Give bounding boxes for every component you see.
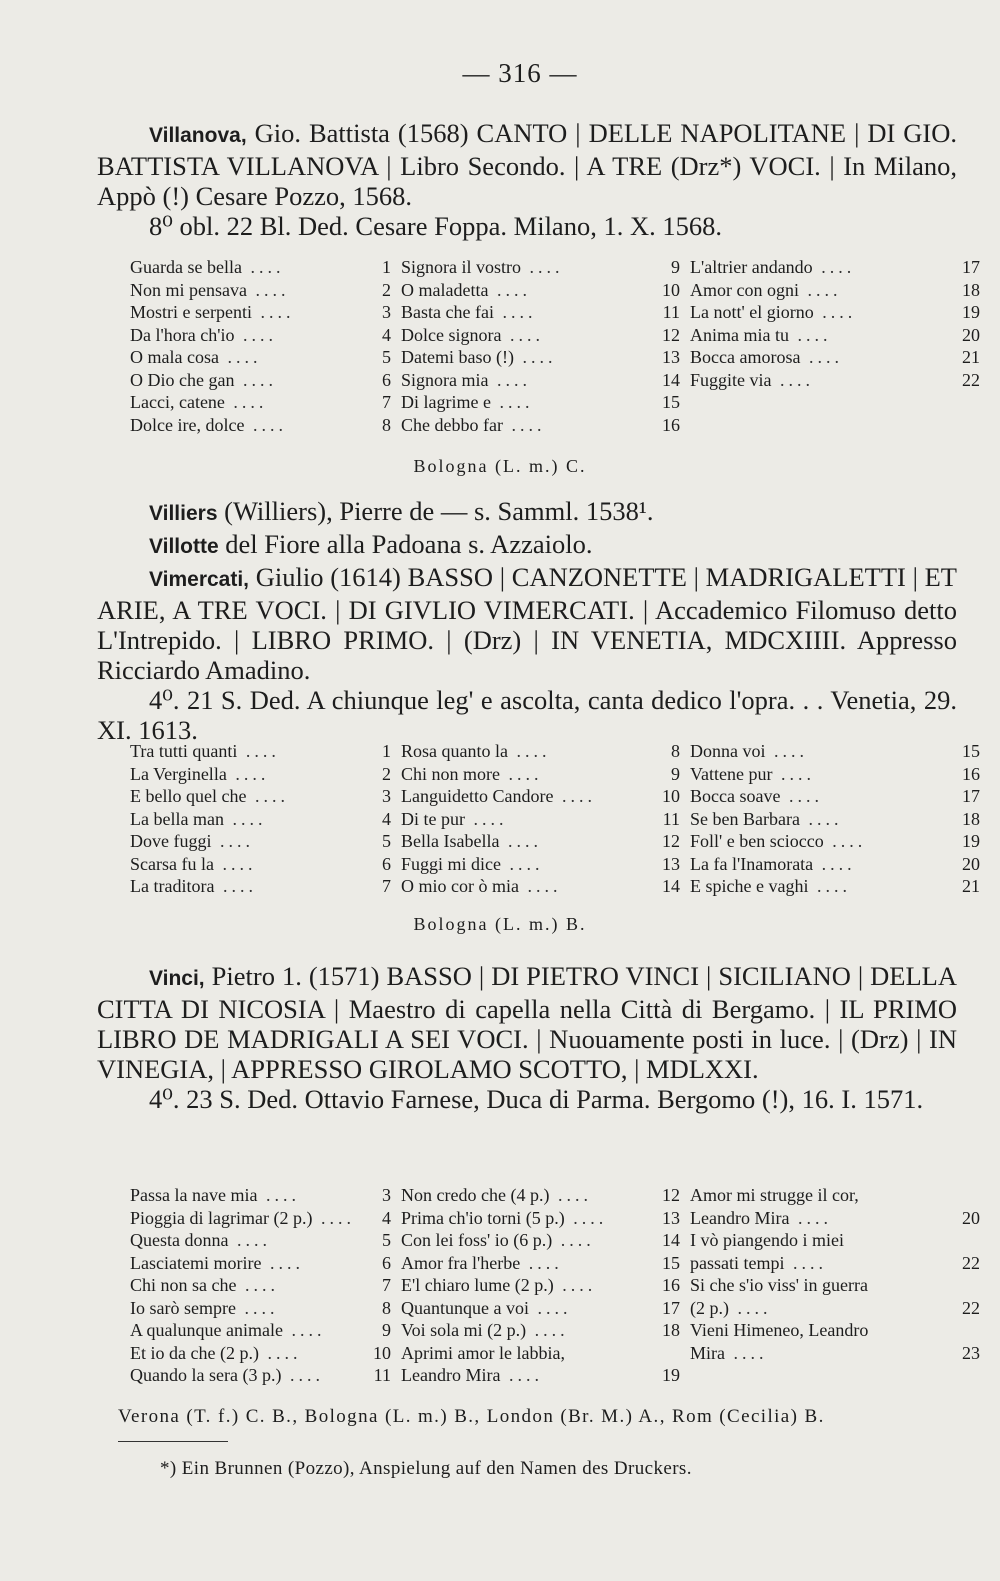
piece-number: 16 (662, 1275, 680, 1295)
piece-number: 12 (662, 831, 680, 851)
contents-row (130, 1229, 990, 1252)
piece-number: 10 (662, 786, 680, 806)
piece-number (950, 391, 990, 414)
entry-meta: 4⁰. 23 S. Ded. Ottavio Farnese, Duca di Parma. Bergomo (!), 16. I. 1571. (149, 1084, 924, 1114)
piece-title: Lacci, catene .... (130, 392, 268, 412)
piece-title: Dove fuggi .... (130, 831, 254, 851)
piece-title: Signora il vostro .... (401, 257, 564, 277)
piece-title: Da l'hora ch'io .... (130, 324, 277, 345)
piece-title: Fuggi mi dice .... (401, 853, 544, 874)
piece-number: 8 (382, 1297, 391, 1318)
piece-title: E'l chiaro lume (2 p.) .... (401, 1275, 597, 1295)
piece-number: 15 (662, 1252, 680, 1273)
piece-title: passati tempi .... (690, 1252, 827, 1273)
piece-title: Io sarò sempre .... (130, 1297, 279, 1318)
entry-text: del Fiore alla Padoana s. Azzaiolo. (218, 529, 593, 559)
piece-title: O maladetta .... (401, 279, 531, 300)
piece-title: Pioggia di lagrimar (2 p.) .... (130, 1207, 355, 1228)
contents-row (130, 1342, 990, 1365)
piece-number (930, 1274, 990, 1297)
piece-title: Anima mia tu .... (690, 324, 832, 345)
entry-vinci (97, 961, 957, 1114)
entry-meta: 4⁰. 21 S. Ded. A chiunque leg' e ascolta, canta dedico l'opra. . . Venetia, 29. XI. 1613. (97, 685, 957, 745)
entry-heading: Vinci, (149, 967, 205, 990)
piece-number: 4 (382, 1207, 391, 1228)
piece-title: Et io da che (2 p.) .... (130, 1342, 302, 1363)
contents-row (130, 1319, 990, 1342)
contents-row (130, 391, 990, 414)
contents-row (130, 740, 990, 763)
piece-title: Prima ch'io torni (5 p.) .... (401, 1207, 608, 1228)
entry-meta: 8⁰ obl. 22 Bl. Ded. Cesare Foppa. Milano, 1. X. 1568. (149, 211, 722, 241)
piece-title: Bella Isabella .... (401, 831, 542, 851)
contents-row (130, 853, 990, 876)
piece-number (950, 414, 990, 437)
piece-title: O mio cor ò mia .... (401, 876, 562, 896)
piece-title: Se ben Barbara .... (690, 808, 843, 829)
contents-row (130, 830, 990, 853)
piece-title: Con lei foss' io (6 p.) .... (401, 1230, 595, 1250)
piece-title: Mostri e serpenti .... (130, 302, 295, 322)
piece-title: O mala cosa .... (130, 347, 262, 367)
piece-title: Signora mia .... (401, 369, 531, 390)
piece-title (690, 391, 950, 414)
piece-title: Non credo che (4 p.) .... (401, 1185, 592, 1205)
piece-title: E spiche e vaghi .... (690, 876, 851, 896)
piece-number: 5 (382, 347, 391, 367)
piece-number: 6 (382, 853, 391, 874)
piece-number: 14 (662, 1230, 680, 1250)
piece-number: 20 (962, 1207, 980, 1228)
piece-title: Bocca amorosa .... (690, 347, 843, 367)
piece-number: 6 (382, 1252, 391, 1273)
piece-number: 5 (382, 1230, 391, 1250)
piece-number: 22 (962, 1297, 980, 1318)
piece-number: 13 (662, 1207, 680, 1228)
piece-number: 16 (962, 763, 980, 784)
piece-title: Scarsa fu la .... (130, 853, 257, 874)
piece-title: Vattene pur .... (690, 763, 815, 784)
piece-number: 17 (662, 1297, 680, 1318)
contents-row (130, 324, 990, 347)
piece-title: Chi non sa che .... (130, 1275, 279, 1295)
piece-number: 18 (962, 279, 980, 300)
piece-title: Basta che fai .... (401, 302, 537, 322)
entry-text: (Williers), Pierre de — s. Samml. 1538¹. (217, 496, 654, 526)
contents-row (130, 1184, 990, 1207)
piece-number: 11 (662, 302, 680, 322)
contents-row (130, 279, 990, 302)
piece-title: Passa la nave mia .... (130, 1185, 300, 1205)
piece-title: Vieni Himeneo, Leandro (690, 1320, 869, 1340)
piece-number: 4 (382, 808, 391, 829)
piece-number: 3 (382, 786, 391, 806)
piece-title (690, 1364, 930, 1387)
contents-row (130, 1274, 990, 1297)
piece-number (930, 1229, 990, 1252)
piece-number: 1 (382, 257, 391, 277)
piece-number (930, 1364, 990, 1387)
contents-table-villanova (130, 256, 990, 436)
piece-number: 14 (662, 876, 680, 896)
piece-number: 7 (382, 876, 391, 896)
library-location: Verona (T. f.) C. B., Bologna (L. m.) B., London (Br. M.) A., Rom (Cecilia) B. (118, 1406, 825, 1427)
piece-number: 8 (382, 414, 391, 435)
piece-number: 17 (962, 257, 980, 277)
piece-number: 18 (662, 1320, 680, 1340)
piece-title: Fuggite via .... (690, 369, 814, 390)
piece-title: La bella man .... (130, 808, 267, 829)
piece-title: La traditora .... (130, 876, 257, 896)
piece-number: 6 (382, 369, 391, 390)
contents-row (130, 346, 990, 369)
piece-title: Lasciatemi morire .... (130, 1252, 304, 1273)
entry-text: Pietro 1. (1571) BASSO | DI PIETRO VINCI | SICILIANO | DELLA CITTA DI NICOSIA | Maestro di capella nella Città di Bergamo. | IL PRIMO LIBRO DE MADRIGALI A SEI VOCI. | Nuouamente posti in luce. | (Drz) | IN VINEGIA, | APPRESSO GIROLAMO SCOTTO, | MDLXXI. (97, 961, 957, 1084)
piece-number: 3 (382, 1185, 391, 1205)
entry-villiers-villotte-vimercati (97, 496, 957, 745)
piece-number: 3 (382, 302, 391, 322)
piece-title (690, 414, 950, 437)
piece-number: 15 (962, 741, 980, 761)
piece-title: Donna voi .... (690, 741, 808, 761)
piece-title: L'altrier andando .... (690, 257, 856, 277)
contents-row (130, 414, 990, 437)
piece-title: Amor con ogni .... (690, 279, 842, 300)
piece-number: 22 (962, 369, 980, 390)
piece-number: 20 (962, 324, 980, 345)
footnote: *) Ein Brunnen (Pozzo), Anspielung auf den Namen des Druckers. (160, 1458, 692, 1479)
piece-number: 9 (671, 257, 680, 277)
piece-title: Leandro Mira .... (690, 1207, 832, 1228)
piece-title: Chi non more .... (401, 763, 543, 784)
piece-title: Amor mi strugge il cor, (690, 1185, 859, 1205)
piece-title: La Verginella .... (130, 763, 270, 784)
contents-row (130, 1297, 990, 1320)
piece-title: O Dio che gan .... (130, 369, 277, 390)
piece-number: 12 (662, 1185, 680, 1205)
piece-title: Di te pur .... (401, 808, 508, 829)
piece-title: I vò piangendo i miei (690, 1230, 844, 1250)
library-location: Bologna (L. m.) B. (413, 914, 587, 934)
piece-title: Che debbo far .... (401, 414, 546, 435)
contents-row (130, 301, 990, 324)
piece-number (645, 1342, 690, 1365)
piece-number: 4 (382, 324, 391, 345)
piece-number: 15 (662, 392, 680, 412)
piece-number: 10 (662, 279, 680, 300)
piece-number: 22 (962, 1252, 980, 1273)
contents-row (130, 369, 990, 392)
piece-title: Datemi baso (!) .... (401, 347, 557, 367)
piece-title: Dolce ire, dolce .... (130, 414, 287, 435)
piece-number: 17 (962, 786, 980, 806)
contents-row (130, 1364, 990, 1387)
page-number: — 316 — (462, 58, 578, 88)
piece-title: Quantunque a voi .... (401, 1297, 572, 1318)
piece-number: 10 (373, 1342, 391, 1363)
entry-text: Gio. Battista (1568) CANTO | DELLE NAPOLITANE | DI GIO. BATTISTA VILLANOVA | Libro Secondo. | A TRE (Drz*) VOCI. | In Milano, Appò (!) Cesare Pozzo, 1568. (97, 118, 957, 211)
piece-number: 12 (662, 324, 680, 345)
piece-title: Amor fra l'herbe .... (401, 1252, 563, 1273)
entry-heading: Villanova, (149, 124, 247, 147)
piece-number: 5 (382, 831, 391, 851)
piece-number: 23 (962, 1342, 980, 1363)
piece-title: La nott' el giorno .... (690, 302, 857, 322)
piece-number: 14 (662, 369, 680, 390)
contents-row (130, 256, 990, 279)
piece-number: 9 (671, 763, 680, 784)
piece-title: La fa l'Inamorata .... (690, 853, 856, 874)
contents-row (130, 1207, 990, 1230)
piece-number: 2 (382, 763, 391, 784)
piece-title: Guarda se bella .... (130, 257, 285, 277)
piece-number: 19 (662, 1365, 680, 1385)
piece-title: Foll' e ben sciocco .... (690, 831, 867, 851)
contents-row (130, 763, 990, 786)
piece-number: 13 (662, 347, 680, 367)
contents-row (130, 875, 990, 898)
entry-villanova (97, 118, 957, 241)
piece-title: (2 p.) .... (690, 1297, 772, 1318)
piece-title: Non mi pensava .... (130, 279, 290, 300)
piece-title: E bello quel che .... (130, 786, 289, 806)
piece-title: Voi sola mi (2 p.) .... (401, 1320, 569, 1340)
footnote-rule (118, 1441, 228, 1442)
entry-heading: Villiers (149, 502, 218, 525)
piece-number: 13 (662, 853, 680, 874)
entry-text: Giulio (1614) BASSO | CANZONETTE | MADRIGALETTI | ET ARIE, A TRE VOCI. | DI GIVLIO VIMERCATI. | Accademico Filomuso detto L'Intrepido. | LIBRO PRIMO. | (Drz) | IN VENETIA, MDCXIIII. Appresso Ricciardo Amadino. (97, 562, 957, 685)
piece-number: 8 (671, 741, 680, 761)
piece-title: Languidetto Candore .... (401, 786, 596, 806)
piece-title: Si che s'io viss' in guerra (690, 1275, 868, 1295)
piece-number: 19 (962, 831, 980, 851)
entry-heading: Villotte (149, 535, 219, 558)
piece-title: Aprimi amor le labbia, (401, 1342, 565, 1363)
contents-table-vinci (130, 1184, 990, 1387)
contents-row (130, 785, 990, 808)
piece-number: 18 (962, 808, 980, 829)
piece-number: 11 (662, 808, 680, 829)
piece-title: Di lagrime e .... (401, 392, 534, 412)
piece-number: 19 (962, 302, 980, 322)
piece-number: 7 (382, 392, 391, 412)
piece-number (930, 1184, 990, 1207)
piece-number: 11 (373, 1365, 391, 1385)
library-location: Bologna (L. m.) C. (413, 456, 587, 476)
piece-number: 20 (962, 853, 980, 874)
piece-number: 9 (382, 1320, 391, 1340)
piece-number: 7 (382, 1275, 391, 1295)
piece-title: Bocca soave .... (690, 786, 823, 806)
piece-number: 1 (382, 741, 391, 761)
piece-number (930, 1319, 990, 1342)
piece-number: 2 (382, 279, 391, 300)
piece-number: 21 (962, 876, 980, 896)
piece-title: Leandro Mira .... (401, 1365, 543, 1385)
piece-title: Quando la sera (3 p.) .... (130, 1365, 324, 1385)
piece-title: Rosa quanto la .... (401, 741, 551, 761)
piece-title: Dolce signora .... (401, 324, 544, 345)
piece-title: A qualunque animale .... (130, 1320, 326, 1340)
piece-title: Tra tutti quanti .... (130, 741, 280, 761)
piece-number: 21 (962, 347, 980, 367)
piece-title: Mira .... (690, 1342, 768, 1363)
contents-row (130, 808, 990, 831)
entry-heading: Vimercati, (149, 568, 250, 591)
piece-number: 16 (662, 414, 680, 435)
contents-row (130, 1252, 990, 1275)
contents-table-vimercati (130, 740, 990, 898)
piece-title: Questa donna .... (130, 1230, 271, 1250)
